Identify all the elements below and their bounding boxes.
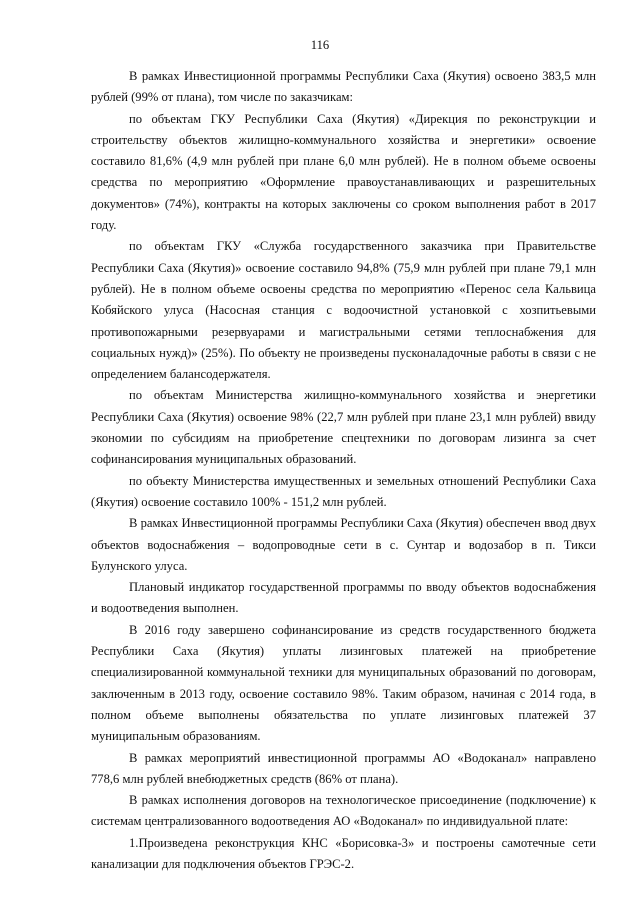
paragraph-state-customer-service: по объектам ГКУ «Служба государственного заказчика при Правительстве Республики Саха (Якутия)» освоение составило 94,8% (75,9 млн рублей при плане 79,1 млн рублей). Не в полном объеме освоены средства по мероприятию «Перенос села Кальвица Кобяйского улуса (Насосная станция с водоочистной установкой с хозпитьевыми противопожарными резервуарами и магистральными сетями теплоснабжения для социальных нужд)» (25%). По объекту не произведены пусконаладочные работы в связи с не определением балансодержателя. bbox=[91, 239, 596, 382]
body-text bbox=[91, 66, 596, 875]
paragraph-planned-indicator: Плановый индикатор государственной программы по вводу объектов водоснабжения и водоотведения выполнен. bbox=[91, 580, 596, 616]
paragraph-ministry-housing: по объектам Министерства жилищно-коммунального хозяйства и энергетики Республики Саха (Якутия) освоение 98% (22,7 млн рублей при плане 23,1 млн рублей) ввиду экономии по субсидиям на приобретение спецтехники по договорам лизинга за счет софинансирования муниципальных образований. bbox=[91, 388, 596, 467]
paragraph-directorate: по объектам ГКУ Республики Саха (Якутия) «Дирекция по реконструкции и строительству объектов жилищно-коммунального хозяйства и энергетики» освоение составило 81,6% (4,9 млн рублей при плане 6,0 млн рублей). Не в полном объеме освоены средства по мероприятию «Оформление правоустанавливающих и разрешительных документов» (74%), контракты на которых заключены со сроком выполнения работ в 2017 году. bbox=[91, 111, 596, 233]
paragraph-item-1: 1.Произведена реконструкция КНС «Борисовка-3» и построены самотечные сети канализации для подключения объектов ГРЭС-2. bbox=[91, 835, 596, 871]
paragraph-water-supply-commissioning: В рамках Инвестиционной программы Республики Саха (Якутия) обеспечен ввод двух объектов водоснабжения – водопроводные сети в с. Сунтар и водозабор в п. Тикси Булунского улуса. bbox=[91, 516, 596, 573]
paragraph-ministry-property: по объекту Министерства имущественных и земельных отношений Республики Саха (Якутия) освоение составило 100% - 151,2 млн рублей. bbox=[91, 473, 596, 509]
paragraph-connection-contracts: В рамках исполнения договоров на технологическое присоединение (подключение) к системам централизованного водоотведения АО «Водоканал» по индивидуальной плате: bbox=[91, 793, 596, 829]
paragraph-investment-total: В рамках Инвестиционной программы Республики Саха (Якутия) освоено 383,5 млн рублей (99% от плана), том числе по заказчикам: bbox=[91, 69, 596, 105]
page-number: 116 bbox=[310, 38, 330, 52]
paragraph-vodokanal-program: В рамках мероприятий инвестиционной программы АО «Водоканал» направлено 778,6 млн рублей внебюджетных средств (86% от плана). bbox=[91, 750, 596, 786]
paragraph-leasing-cofinancing: В 2016 году завершено софинансирование из средств государственного бюджета Республики Саха (Якутия) уплаты лизинговых платежей на приобретение специализированной коммунальной техники для муниципальных образований по договорам, заключенным в 2013 году, освоение составило 98%. Таким образом, начиная с 2014 года, в полном объеме выполнены обязательства по уплате лизинговых платежей 37 муниципальным образованиям. bbox=[91, 622, 596, 744]
